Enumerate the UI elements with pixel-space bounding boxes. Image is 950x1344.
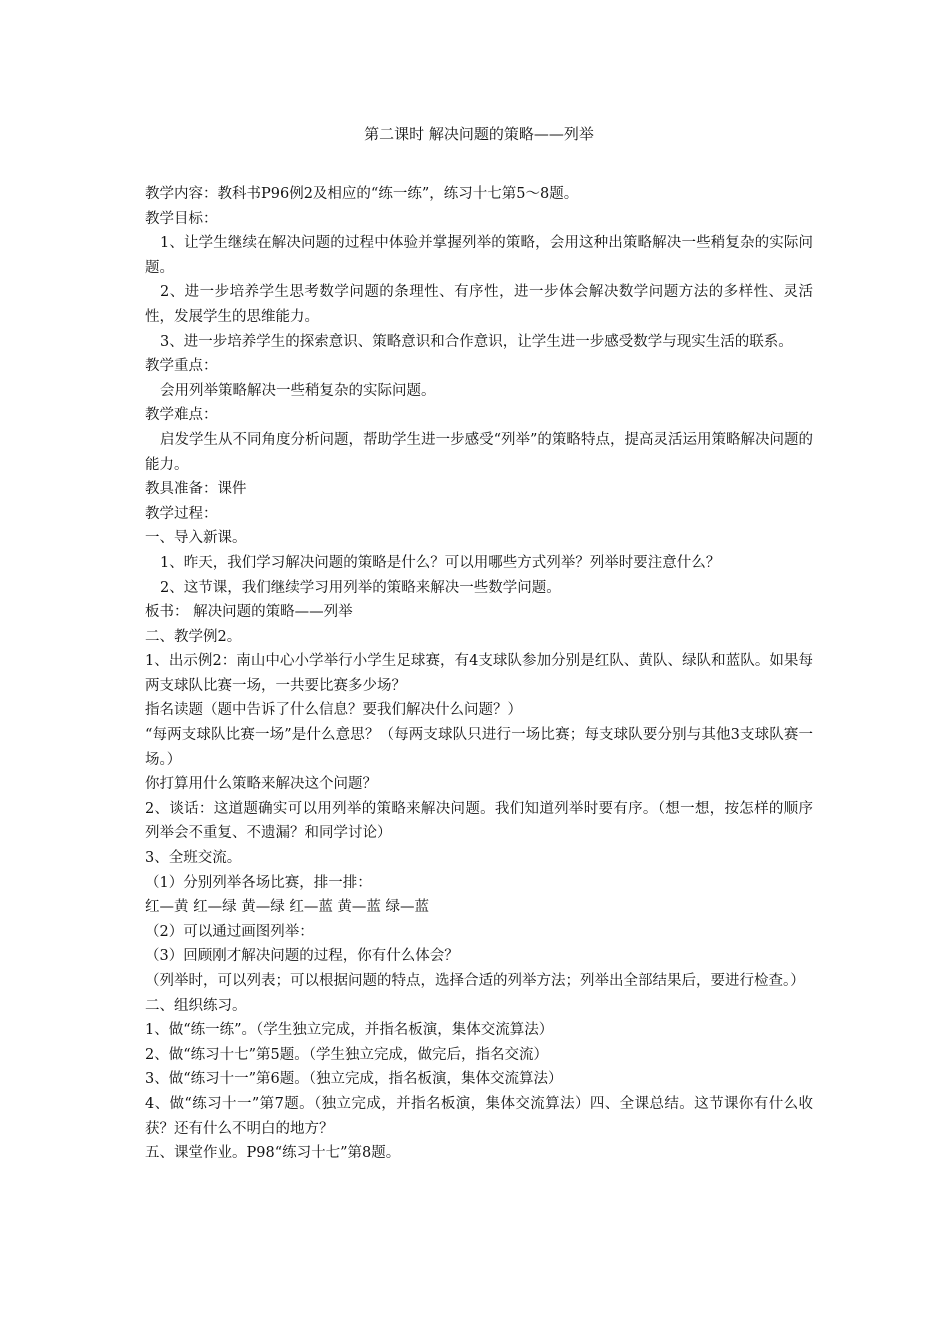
document-paragraph: （2）可以通过画图列举： — [145, 923, 314, 940]
document-paragraph: 板书： 解决问题的策略——列举 — [145, 604, 353, 621]
document-paragraph: 3、全班交流。 — [145, 850, 242, 867]
document-paragraph: 1、做“练一练”。（学生独立完成，并指名板演，集体交流算法） — [145, 1022, 554, 1039]
document-paragraph: 1、昨天，我们学习解决问题的策略是什么？可以用哪些方式列举？列举时要注意什么？ — [160, 554, 721, 571]
document-paragraph: “每两支球队比赛一场”是什么意思？（每两支球队只进行一场比赛；每支球队要分别与其他3支球队赛一场。） — [145, 727, 813, 768]
document-paragraph: 4、做“练习十一”第7题。（独立完成，并指名板演，集体交流算法）四、全课总结。这节课你有什么收获？还有什么不明白的地方？ — [145, 1095, 813, 1137]
document-paragraph: 二、教学例2。 — [145, 628, 242, 645]
document-paragraph: 你打算用什么策略来解决这个问题？ — [145, 776, 377, 793]
document-paragraph: 2、谈话：这道题确实可以用列举的策略来解决问题。我们知道列举时要有序。（想一想，按怎样的顺序列举会不重复、不遗漏？和同学讨论） — [145, 800, 813, 842]
document-title: 第二课时 解决问题的策略——列举 — [364, 125, 594, 143]
document-paragraph: 1、出示例2：南山中心小学举行小学生足球赛，有4支球队参加分别是红队、黄队、绿队和蓝队。如果每两支球队比赛一场，一共要比赛多少场？ — [145, 653, 813, 694]
document-body — [145, 182, 813, 1166]
document-paragraph: 2、做“练习十七”第5题。（学生独立完成，做完后，指名交流） — [145, 1046, 549, 1063]
document-paragraph: 2、进一步培养学生思考数学问题的条理性、有序性，进一步体会解决数学问题方法的多样性、灵活性，发展学生的思维能力。 — [145, 284, 813, 325]
document-paragraph: 会用列举策略解决一些稍复杂的实际问题。 — [160, 382, 436, 399]
document-paragraph: 一、导入新课。 — [145, 530, 247, 547]
document-page — [145, 122, 813, 1166]
document-paragraph: （3）回顾刚才解决问题的过程，你有什么体会？ — [145, 948, 459, 965]
document-paragraph: 教学内容：教科书P96例2及相应的“练一练”，练习十七第5～8题。 — [145, 186, 579, 202]
document-paragraph: 教具准备：课件 — [145, 481, 247, 498]
document-paragraph: 指名读题（题中告诉了什么信息？要我们解决什么问题？） — [145, 702, 522, 719]
document-paragraph: 3、做“练习十一”第6题。（独立完成，指名板演，集体交流算法） — [145, 1071, 563, 1088]
document-paragraph: 红—黄 红—绿 黄—绿 红—蓝 黄—蓝 绿—蓝 — [145, 899, 430, 916]
document-paragraph: （列举时，可以列表；可以根据问题的特点，选择合适的列举方法；列举出全部结果后，要进行检查。） — [145, 973, 805, 989]
document-paragraph: 五、课堂作业。P98“练习十七”第8题。 — [145, 1145, 401, 1162]
document-paragraph: 教学重点： — [145, 358, 218, 375]
document-paragraph: 二、组织练习。 — [145, 997, 247, 1014]
document-paragraph: 2、这节课，我们继续学习用列举的策略来解决一些数学问题。 — [160, 579, 561, 596]
document-paragraph: 3、进一步培养学生的探索意识、策略意识和合作意识，让学生进一步感受数学与现实生活的联系。 — [160, 333, 793, 350]
document-paragraph: （1）分别列举各场比赛，排一排： — [145, 874, 372, 891]
document-paragraph: 教学目标： — [145, 210, 218, 227]
document-paragraph: 1、让学生继续在解决问题的过程中体验并掌握列举的策略，会用这种出策略解决一些稍复杂的实际问题。 — [145, 235, 813, 276]
document-paragraph: 教学过程： — [145, 505, 218, 522]
document-paragraph: 教学难点： — [145, 407, 218, 424]
document-paragraph: 启发学生从不同角度分析问题，帮助学生进一步感受“列举”的策略特点，提高灵活运用策略解决问题的能力。 — [145, 431, 813, 473]
